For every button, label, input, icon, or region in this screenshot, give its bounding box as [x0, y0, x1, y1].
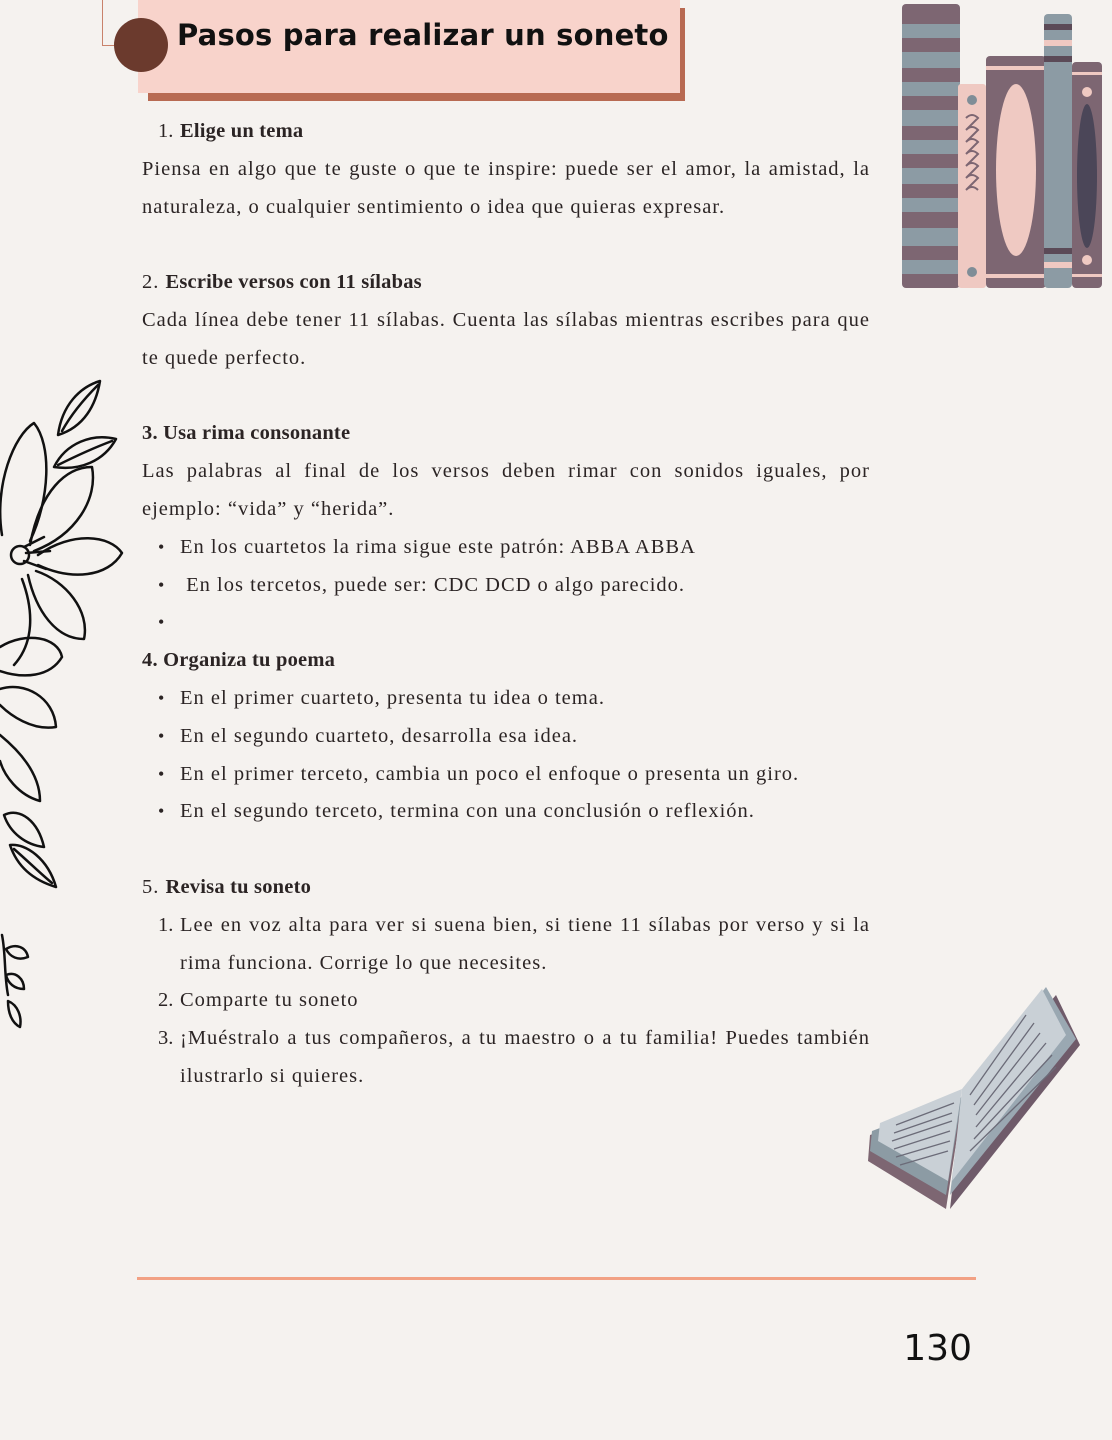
item-text: Comparte tu soneto — [180, 989, 359, 1012]
step-4-heading: 4. Organiza tu poema — [142, 649, 336, 672]
title-dot — [114, 18, 168, 72]
list-item: • En el segundo terceto, termina con una conclusión o reflexión. — [158, 800, 755, 823]
footer-divider — [137, 1277, 976, 1280]
list-item: • En los tercetos, puede ser: CDC DCD o algo parecido. — [158, 573, 686, 596]
step-title: Revisa tu soneto — [165, 875, 312, 898]
item-text: Lee en voz alta para ver si suena bien, si tiene 11 sílabas por verso y si la rima funciona. Corrige lo que necesites. — [180, 913, 870, 974]
bullet-text: En el segundo cuarteto, desarrolla esa idea. — [180, 724, 579, 747]
page-number: 130 — [903, 1328, 972, 1369]
list-item: • En el primer terceto, cambia un poco el enfoque o presenta un giro. — [158, 762, 800, 785]
bullet-text: En los cuartetos la rima sigue este patrón: ABBA ABBA — [180, 535, 696, 558]
open-book-icon — [866, 985, 1084, 1210]
title-connector-line — [102, 0, 103, 46]
list-item: 1. Lee en voz alta para ver si suena bien, si tiene 11 sílabas por verso y si la rima funciona. Corrige lo que necesites. — [158, 913, 870, 974]
page-title: Pasos para realizar un soneto — [177, 18, 669, 52]
list-item: • En los cuartetos la rima sigue este patrón: ABBA ABBA — [158, 535, 696, 558]
step-title: Escribe versos con 11 sílabas — [165, 271, 422, 294]
document-body — [142, 113, 870, 1096]
step-3-heading: 3. Usa rima consonante — [142, 422, 351, 445]
step-1-text: Piensa en algo que te guste o que te inspire: puede ser el amor, la amistad, la naturaleza, o cualquier sentimiento o idea que quieras expresar. — [142, 157, 870, 218]
step-1-heading — [142, 113, 870, 151]
list-item: • En el primer cuarteto, presenta tu idea o tema. — [158, 686, 605, 709]
step-title: Elige un tema — [180, 120, 304, 142]
step-3-text: Las palabras al final de los versos deben rimar con sonidos iguales, por ejemplo: “vida” y “herida”. — [142, 460, 870, 520]
bullet-text: En el segundo terceto, termina con una conclusión o reflexión. — [180, 800, 755, 823]
flower-line-art-icon — [0, 375, 125, 1035]
step-2-text: Cada línea debe tener 11 sílabas. Cuenta las sílabas mientras escribes para que te quede perfecto. — [142, 308, 870, 369]
step-5-heading — [142, 869, 870, 907]
list-item: • — [158, 612, 165, 633]
step-number: 1. — [158, 120, 174, 142]
bullet-text: En el primer cuarteto, presenta tu idea o tema. — [180, 686, 605, 709]
list-item: 3. ¡Muéstralo a tus compañeros, a tu maestro o a tu familia! Puedes también ilustrarlo si quieres. — [158, 1027, 870, 1087]
step-number: 5. — [142, 875, 160, 898]
step-2-heading — [142, 264, 870, 302]
step-number: 2. — [142, 271, 160, 294]
item-text: ¡Muéstralo a tus compañeros, a tu maestro o a tu familia! Puedes también ilustrarlo si quieres. — [180, 1027, 870, 1087]
bullet-text: En los tercetos, puede ser: CDC DCD o algo parecido. — [180, 573, 686, 596]
books-stack-icon — [900, 0, 1105, 292]
list-item: 2. Comparte tu soneto — [158, 989, 359, 1012]
bullet-text: En el primer terceto, cambia un poco el enfoque o presenta un giro. — [180, 762, 800, 785]
list-item: • En el segundo cuarteto, desarrolla esa idea. — [158, 724, 579, 747]
